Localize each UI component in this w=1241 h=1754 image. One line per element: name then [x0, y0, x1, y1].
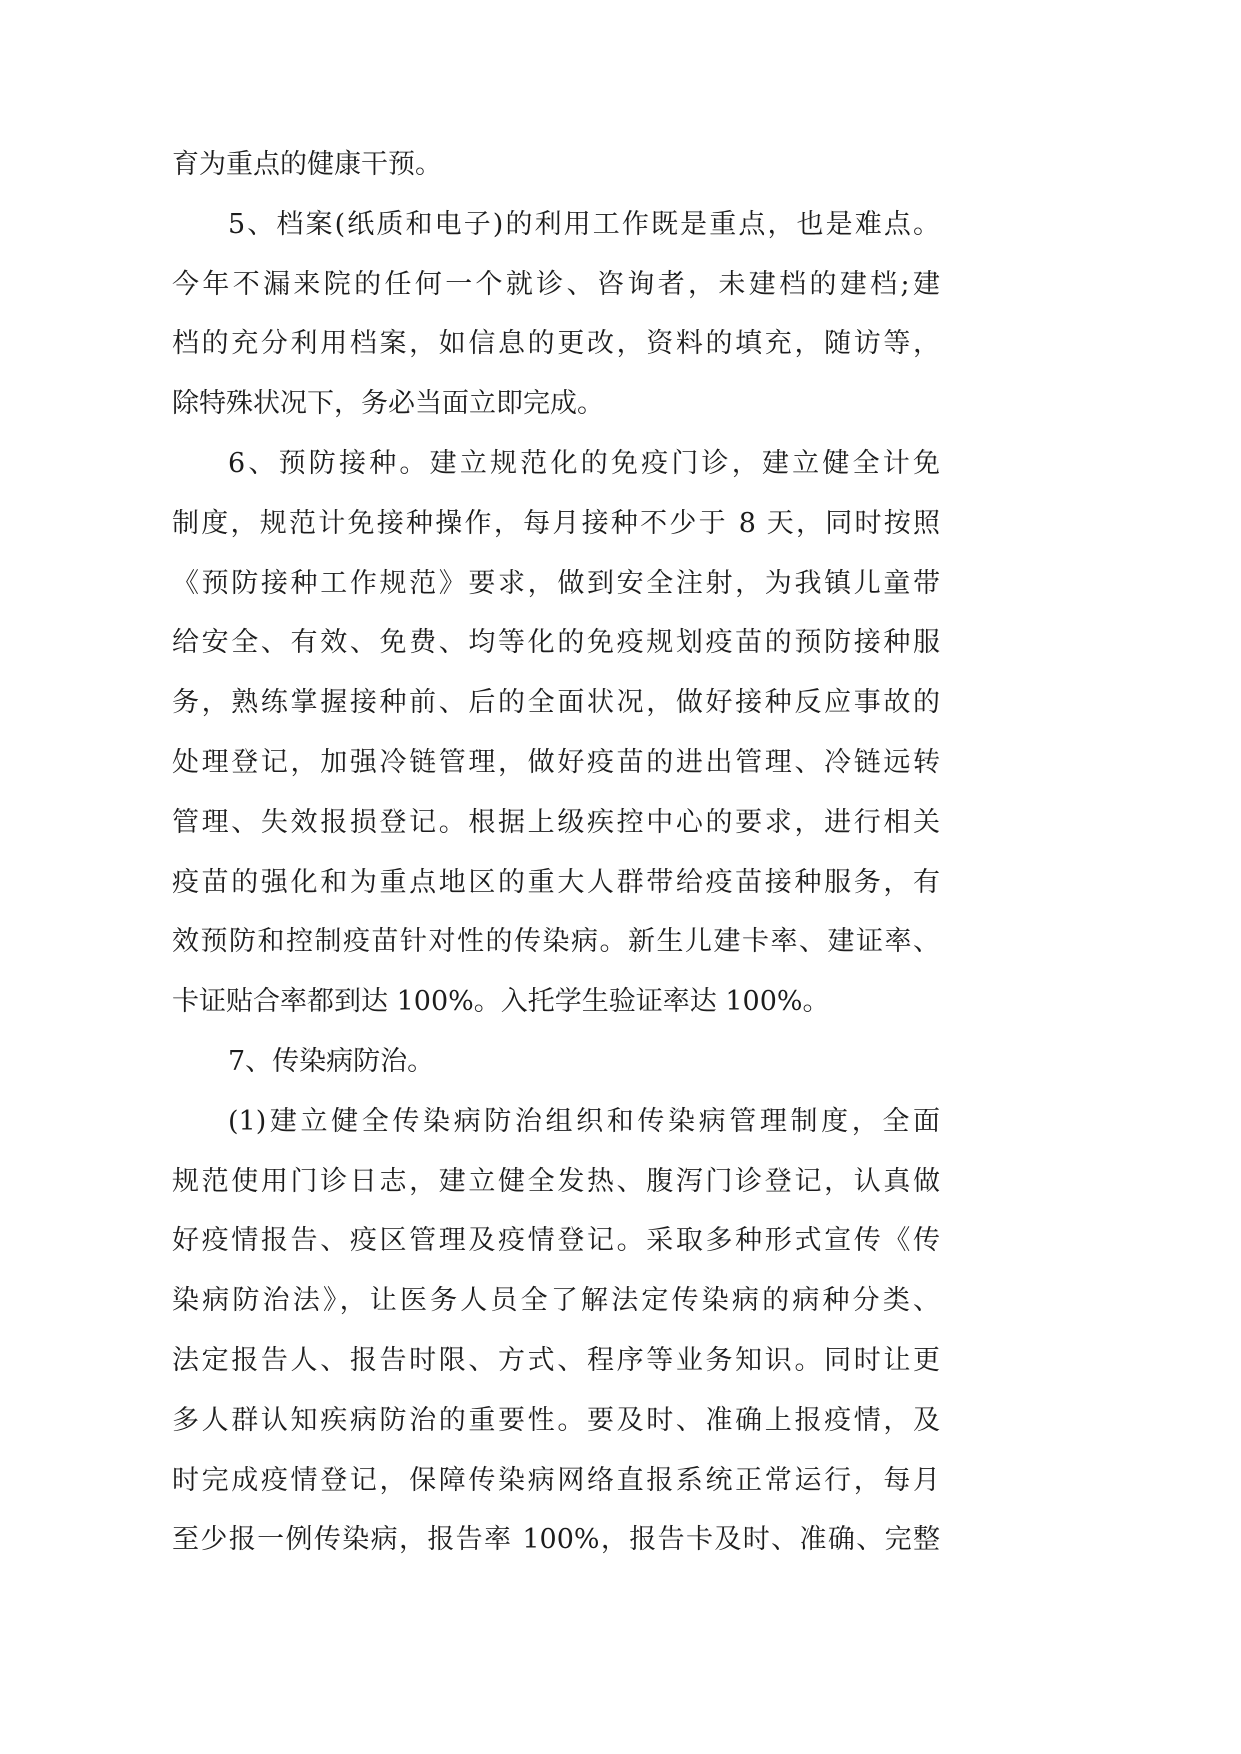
text-line: 今年不漏来院的任何一个就诊、咨询者，未建档的建档;建 [172, 268, 940, 300]
text-line: 法定报告人、报告时限、方式、程序等业务知识。同时让更 [172, 1344, 940, 1376]
paragraph-vaccination [172, 434, 940, 1032]
text-line: 管理、失效报损登记。根据上级疾控中心的要求，进行相关 [172, 806, 940, 838]
document-body [172, 135, 940, 1570]
text-line: 5、档案(纸质和电子)的利用工作既是重点，也是难点。 [228, 208, 940, 240]
text-line: 效预防和控制疫苗针对性的传染病。新生儿建卡率、建证率、 [172, 926, 940, 958]
paragraph-infectious-disease-heading [172, 1032, 940, 1092]
text-line: 好疫情报告、疫区管理及疫情登记。采取多种形式宣传《传 [172, 1225, 940, 1257]
paragraph-archives [172, 195, 940, 434]
text-line: 至少报一例传染病，报告率 100%，报告卡及时、准确、完整 [172, 1524, 940, 1556]
text-line: 卡证贴合率都到达 100%。入托学生验证率达 100%。 [172, 986, 830, 1018]
text-line: 给安全、有效、免费、均等化的免疫规划疫苗的预防接种服 [172, 627, 940, 659]
text-line: 除特殊状况下，务必当面立即完成。 [172, 388, 604, 420]
text-line: 规范使用门诊日志，建立健全发热、腹泻门诊登记，认真做 [172, 1165, 940, 1197]
text-line: 制度，规范计免接种操作，每月接种不少于 8 天，同时按照 [172, 507, 940, 539]
text-line: (1)建立健全传染病防治组织和传染病管理制度，全面 [228, 1105, 940, 1137]
text-line: 务，熟练掌握接种前、后的全面状况，做好接种反应事故的 [172, 687, 940, 719]
text-line: 染病防治法》，让医务人员全了解法定传染病的病种分类、 [172, 1285, 940, 1317]
text-line: 育为重点的健康干预。 [172, 149, 442, 180]
text-line: 6、预防接种。建立规范化的免疫门诊，建立健全计免 [228, 447, 940, 479]
text-line: 档的充分利用档案，如信息的更改，资料的填充，随访等， [172, 328, 940, 360]
paragraph-infectious-disease-item-1 [172, 1092, 940, 1570]
section-heading: 7、传染病防治。 [228, 1045, 435, 1077]
text-line: 处理登记，加强冷链管理，做好疫苗的进出管理、冷链远转 [172, 746, 940, 778]
text-line: 多人群认知疾病防治的重要性。要及时、准确上报疫情，及 [172, 1404, 940, 1436]
paragraph-health-intervention-end [172, 135, 940, 195]
text-line: 疫苗的强化和为重点地区的重大人群带给疫苗接种服务，有 [172, 866, 940, 898]
text-line: 时完成疫情登记，保障传染病网络直报系统正常运行，每月 [172, 1464, 940, 1496]
text-line: 《预防接种工作规范》要求，做到安全注射，为我镇儿童带 [172, 567, 940, 599]
